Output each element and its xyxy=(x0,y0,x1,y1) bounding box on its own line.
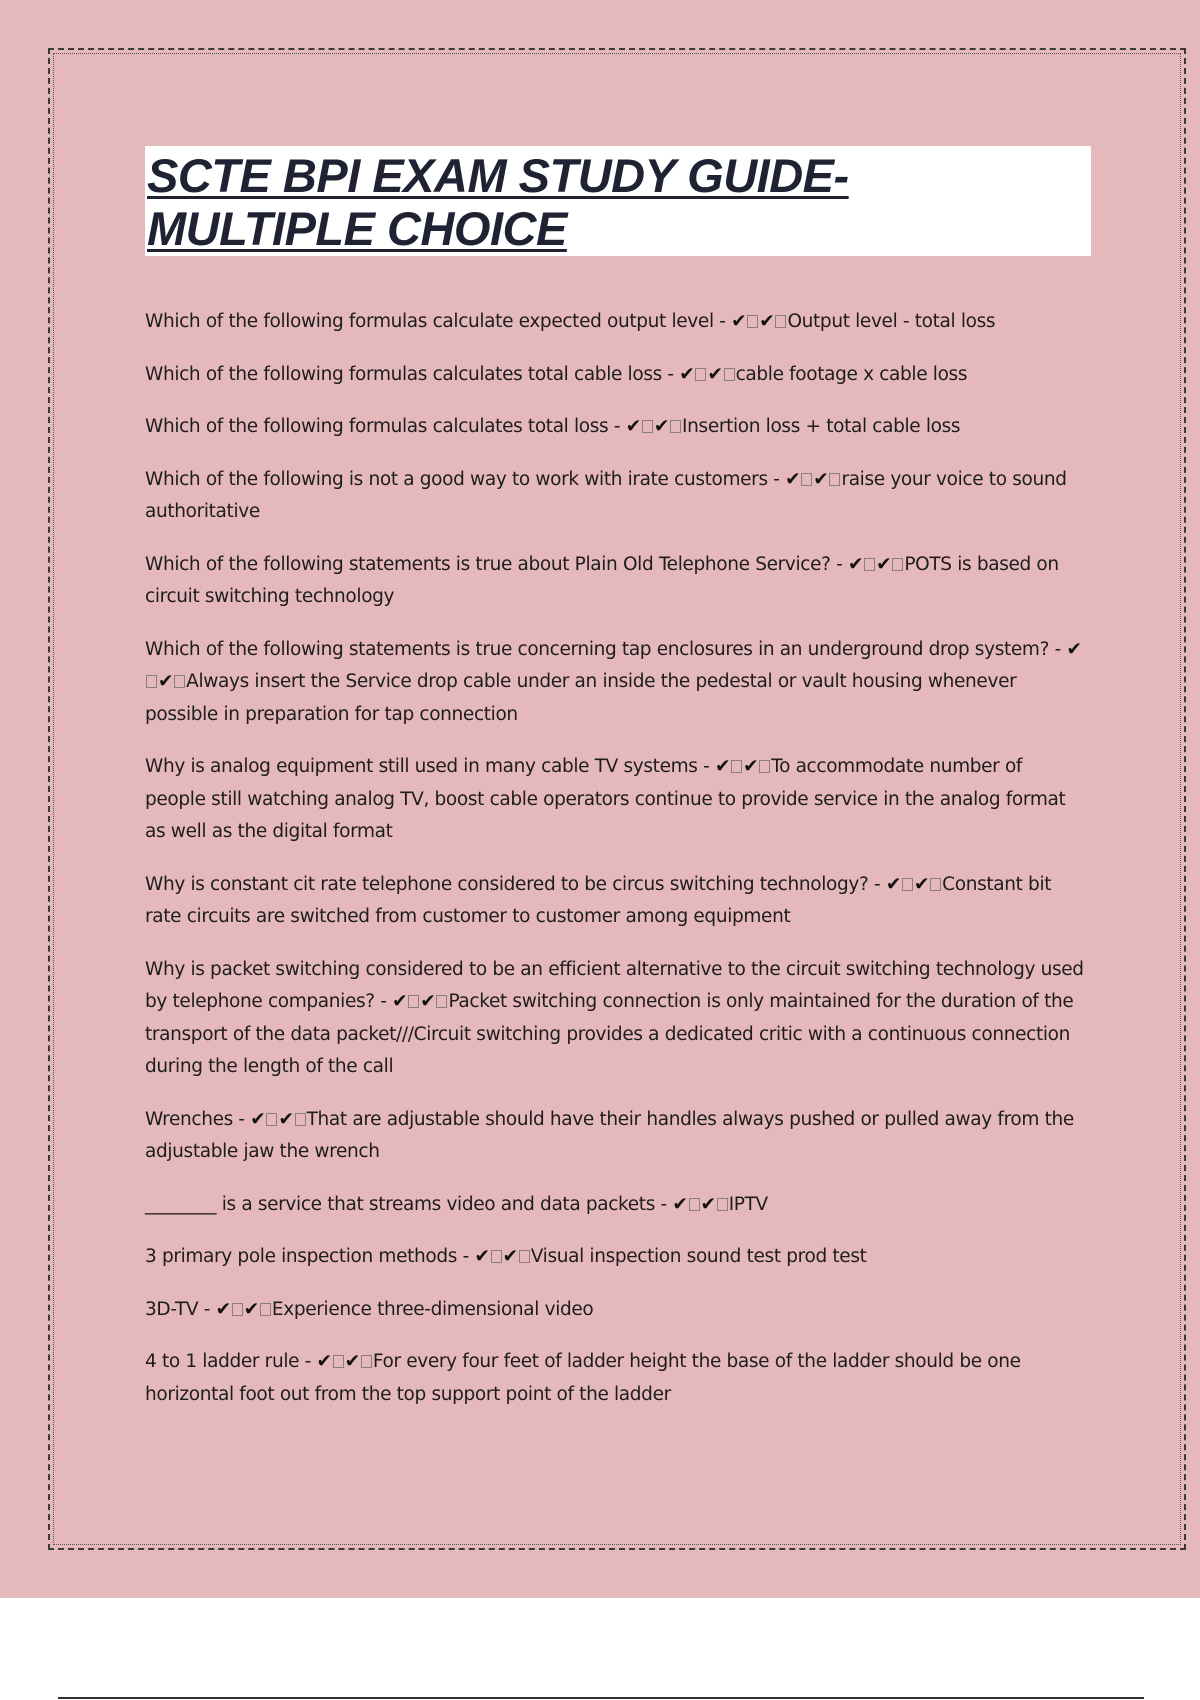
empty-box-icon xyxy=(408,995,419,1008)
question-separator: - xyxy=(661,363,680,385)
question-answer-list xyxy=(145,306,1085,1431)
check-mark-icon: ✔ xyxy=(625,416,641,437)
question-text: Which of the following statements is true about Plain Old Telephone Service? xyxy=(145,553,831,575)
empty-box-icon xyxy=(930,878,941,891)
question-text: ________ is a service that streams video and data packets xyxy=(145,1193,655,1215)
question-text: Why is constant cit rate telephone considered to be circus switching technology? xyxy=(145,873,869,895)
question-text: Why is packet switching considered to be an efficient alternative to the circuit switching technology used by telephone companies? xyxy=(145,958,1084,1012)
empty-box-icon xyxy=(801,473,812,486)
question-separator: - xyxy=(608,416,626,437)
question-text: Why is analog equipment still used in many cable TV systems xyxy=(145,756,698,777)
check-mark-icon: ✔ xyxy=(743,756,759,777)
question-separator: - xyxy=(830,553,848,575)
empty-box-icon xyxy=(775,315,786,328)
check-mark-icon: ✔ xyxy=(707,363,723,385)
question-text: Which of the following formulas calculates total loss xyxy=(145,416,609,437)
empty-box-icon xyxy=(689,1198,700,1211)
empty-box-icon xyxy=(724,368,735,381)
check-mark-icon: ✔ xyxy=(653,416,670,437)
empty-box-icon xyxy=(436,995,447,1008)
check-mark-icon: ✔ xyxy=(243,1298,259,1320)
empty-box-icon xyxy=(864,558,875,571)
answer-text: Insertion loss + total cable loss xyxy=(682,416,961,437)
question-separator: - xyxy=(198,1298,216,1320)
question-text: 3 primary pole inspection methods xyxy=(145,1246,458,1267)
check-mark-icon: ✔ xyxy=(914,873,930,895)
answer-text: Packet switching connection is only maintained for the duration of the transport of the data packet///Circuit switching provides a dedicated critic with a continuous connection during the length of the call xyxy=(145,991,1074,1077)
question-separator: - xyxy=(457,1246,475,1267)
answer-text: POTS is based on circuit switching technology xyxy=(145,553,1059,607)
qa-item xyxy=(145,1346,1085,1411)
check-mark-icon: ✔ xyxy=(344,1351,360,1372)
question-separator: - xyxy=(868,873,886,895)
empty-box-icon xyxy=(892,558,903,571)
check-mark-icon: ✔ xyxy=(420,991,436,1012)
answer-text: Constant bit rate circuits are switched from customer to customer among equipment xyxy=(145,873,1052,927)
check-mark-icon: ✔ xyxy=(759,311,775,332)
answer-text: Experience three-dimensional video xyxy=(271,1298,594,1320)
answer-text: To accommodate number of people still watching analog TV, boost cable operators continue to provide service in the analog format as well as the digital format xyxy=(145,756,1066,842)
document-title xyxy=(145,146,1091,255)
check-mark-icon: ✔ xyxy=(316,1351,332,1372)
title-banner xyxy=(145,146,1091,256)
qa-item xyxy=(145,1104,1085,1169)
empty-box-icon xyxy=(295,1113,306,1126)
qa-item xyxy=(145,1294,1085,1327)
check-mark-icon: ✔ xyxy=(700,1193,716,1215)
check-mark-icon: ✔ xyxy=(278,1108,294,1130)
empty-box-icon xyxy=(670,420,681,433)
check-mark-icon: ✔ xyxy=(876,553,892,575)
answer-text: IPTV xyxy=(728,1193,768,1215)
answer-text: For every four feet of ladder height the base of the ladder should be one horizontal foot out from the top support point of the ladder xyxy=(145,1351,1021,1405)
question-separator: - xyxy=(654,1193,673,1215)
qa-item xyxy=(145,306,1085,339)
title-line-2: MULTIPLE CHOICE xyxy=(147,202,567,255)
answer-text: Visual inspection sound test prod test xyxy=(530,1246,867,1267)
answer-text: That are adjustable should have their handles always pushed or pulled away from the adjustable jaw the wrench xyxy=(145,1108,1074,1162)
check-mark-icon: ✔ xyxy=(785,468,801,490)
check-mark-icon: ✔ xyxy=(672,1193,688,1215)
empty-box-icon xyxy=(174,675,185,688)
empty-box-icon xyxy=(266,1113,277,1126)
check-mark-icon: ✔ xyxy=(813,468,829,490)
qa-item xyxy=(145,954,1085,1084)
question-separator: - xyxy=(299,1351,317,1372)
question-separator: - xyxy=(374,991,393,1012)
question-text: Which of the following formulas calculates total cable loss xyxy=(145,363,662,385)
title-line-1: SCTE BPI EXAM STUDY GUIDE- xyxy=(147,149,849,202)
check-mark-icon: ✔ xyxy=(474,1246,490,1267)
check-mark-icon: ✔ xyxy=(679,363,695,385)
question-separator: - xyxy=(713,311,732,332)
qa-item xyxy=(145,751,1085,849)
qa-item xyxy=(145,464,1085,529)
check-mark-icon: ✔ xyxy=(1066,638,1082,660)
empty-box-icon xyxy=(491,1250,502,1263)
empty-box-icon xyxy=(333,1355,344,1368)
answer-text: cable footage x cable loss xyxy=(735,363,968,385)
qa-item xyxy=(145,634,1085,732)
check-mark-icon: ✔ xyxy=(848,553,864,575)
question-text: 3D-TV xyxy=(145,1298,199,1320)
empty-box-icon xyxy=(695,368,706,381)
question-text: 4 to 1 ladder rule xyxy=(145,1351,300,1372)
empty-box-icon xyxy=(642,420,653,433)
empty-box-icon xyxy=(759,760,770,773)
question-separator: - xyxy=(767,468,786,490)
check-mark-icon: ✔ xyxy=(392,991,408,1012)
check-mark-icon: ✔ xyxy=(215,1298,231,1320)
qa-item xyxy=(145,549,1085,614)
empty-box-icon xyxy=(829,473,840,486)
qa-item xyxy=(145,869,1085,934)
qa-item xyxy=(145,1241,1085,1274)
answer-text: Output level - total loss xyxy=(787,311,996,332)
check-mark-icon: ✔ xyxy=(885,873,901,895)
qa-item xyxy=(145,1189,1085,1222)
empty-box-icon xyxy=(260,1303,271,1316)
question-text: Which of the following is not a good way to work with irate customers xyxy=(145,468,768,490)
question-text: Which of the following formulas calculate expected output level xyxy=(145,311,714,332)
check-mark-icon: ✔ xyxy=(502,1246,518,1267)
empty-box-icon xyxy=(519,1250,530,1263)
empty-box-icon xyxy=(717,1198,728,1211)
qa-item xyxy=(145,359,1085,392)
check-mark-icon: ✔ xyxy=(731,311,747,332)
check-mark-icon: ✔ xyxy=(714,756,731,777)
empty-box-icon xyxy=(902,878,913,891)
question-text: Which of the following statements is true concerning tap enclosures in an underground drop system? xyxy=(145,638,1050,660)
bottom-divider xyxy=(58,1697,1144,1699)
empty-box-icon xyxy=(731,760,742,773)
question-text: Wrenches xyxy=(145,1108,233,1130)
check-mark-icon: ✔ xyxy=(158,671,174,692)
empty-box-icon xyxy=(361,1355,372,1368)
question-separator: - xyxy=(697,756,715,777)
empty-box-icon xyxy=(747,315,758,328)
qa-item xyxy=(145,411,1085,444)
question-separator: - xyxy=(1049,638,1067,660)
question-separator: - xyxy=(232,1108,251,1130)
check-mark-icon: ✔ xyxy=(250,1108,266,1130)
empty-box-icon xyxy=(232,1303,243,1316)
answer-text: raise your voice to sound authoritative xyxy=(145,468,1067,522)
empty-box-icon xyxy=(146,675,157,688)
answer-text: Always insert the Service drop cable under an inside the pedestal or vault housing whenever possible in preparation for tap connection xyxy=(145,671,1017,725)
